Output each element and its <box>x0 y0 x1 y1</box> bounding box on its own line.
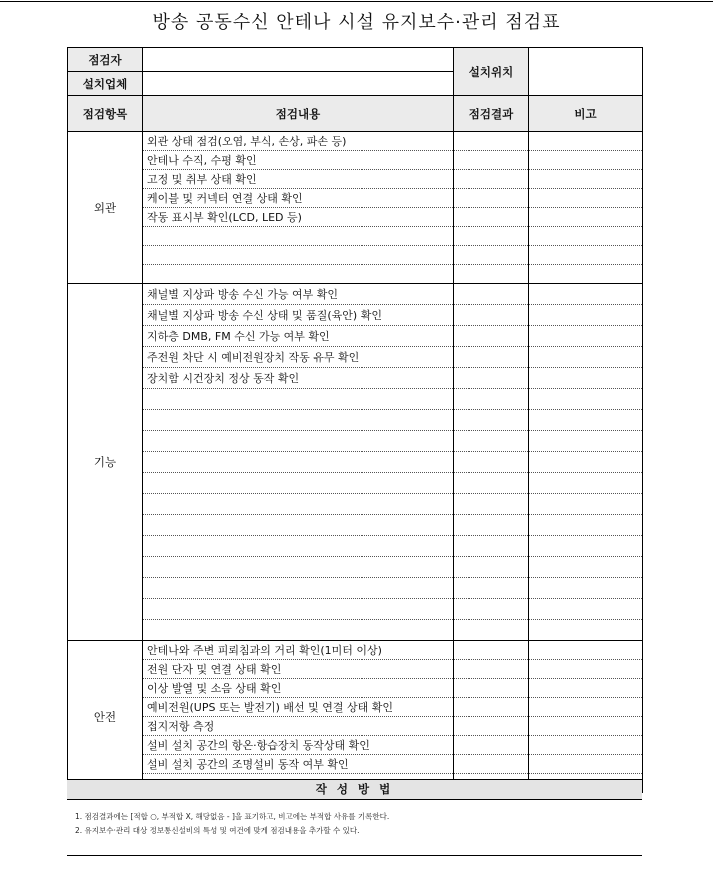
table-row <box>68 717 643 736</box>
check-item: 장치함 시건장치 정상 동작 확인 <box>143 368 454 389</box>
check-item <box>143 473 454 494</box>
note-cell[interactable] <box>529 431 643 452</box>
note-cell[interactable] <box>529 189 643 208</box>
check-item <box>143 265 454 284</box>
check-item <box>143 578 454 599</box>
result-cell[interactable] <box>454 265 529 284</box>
table-row <box>68 620 643 641</box>
check-item: 이상 발열 및 소음 상태 확인 <box>143 679 454 698</box>
note-cell[interactable] <box>529 736 643 755</box>
note-cell[interactable] <box>529 246 643 265</box>
table-row <box>68 389 643 410</box>
table-row <box>68 410 643 431</box>
table-row <box>68 132 643 151</box>
table-row <box>68 246 643 265</box>
table-row <box>68 578 643 599</box>
company-label: 설치업체 <box>68 72 143 96</box>
table-row <box>68 679 643 698</box>
table-row <box>68 305 643 326</box>
table-row <box>68 326 643 347</box>
check-item <box>143 557 454 578</box>
note-cell[interactable] <box>529 326 643 347</box>
check-item: 채널별 지상파 방송 수신 가능 여부 확인 <box>143 284 454 305</box>
check-item <box>143 515 454 536</box>
result-cell[interactable] <box>454 578 529 599</box>
check-item: 케이블 및 커넥터 연결 상태 확인 <box>143 189 454 208</box>
note-cell[interactable] <box>529 679 643 698</box>
table-row <box>68 347 643 368</box>
result-cell[interactable] <box>454 132 529 151</box>
table-row <box>68 368 643 389</box>
result-cell[interactable] <box>454 208 529 227</box>
note-cell[interactable] <box>529 473 643 494</box>
category-label: 기능 <box>68 284 143 641</box>
top-rule <box>0 1 713 2</box>
check-item <box>143 536 454 557</box>
check-item <box>143 599 454 620</box>
result-cell[interactable] <box>454 347 529 368</box>
check-item <box>143 620 454 641</box>
check-item: 채널별 지상파 방송 수신 상태 및 품질(육안) 확인 <box>143 305 454 326</box>
note-cell[interactable] <box>529 227 643 246</box>
result-cell[interactable] <box>454 660 529 679</box>
table-row <box>68 515 643 536</box>
note-cell[interactable] <box>529 599 643 620</box>
note-cell[interactable] <box>529 151 643 170</box>
note-cell[interactable] <box>529 557 643 578</box>
table-row <box>68 536 643 557</box>
company-field[interactable] <box>143 72 454 96</box>
note-cell[interactable] <box>529 368 643 389</box>
column-header-result: 점검결과 <box>454 96 529 132</box>
result-cell[interactable] <box>454 170 529 189</box>
check-item <box>143 452 454 473</box>
location-field[interactable] <box>529 48 643 96</box>
result-cell[interactable] <box>454 494 529 515</box>
result-cell[interactable] <box>454 473 529 494</box>
check-item <box>143 389 454 410</box>
column-header-content: 점검내용 <box>143 96 454 132</box>
check-item <box>143 431 454 452</box>
guide-line: 2. 유지보수·관리 대상 정보통신설비의 특성 및 여건에 맞게 점검내용을 추가할 수 있다. <box>75 826 360 835</box>
check-item: 접지저항 측정 <box>143 717 454 736</box>
note-cell[interactable] <box>529 132 643 151</box>
check-item <box>143 410 454 431</box>
result-cell[interactable] <box>454 189 529 208</box>
result-cell[interactable] <box>454 698 529 717</box>
note-cell[interactable] <box>529 265 643 284</box>
inspector-label: 점검자 <box>68 48 143 72</box>
bottom-rule <box>67 855 642 856</box>
check-item: 전원 단자 및 연결 상태 확인 <box>143 660 454 679</box>
check-item: 외관 상태 점검(오염, 부식, 손상, 파손 등) <box>143 132 454 151</box>
table-row <box>68 736 643 755</box>
table-row <box>68 473 643 494</box>
check-item <box>143 246 454 265</box>
note-cell[interactable] <box>529 755 643 774</box>
table-row <box>68 494 643 515</box>
result-cell[interactable] <box>454 717 529 736</box>
check-item: 예비전원(UPS 또는 발전기) 배선 및 연결 상태 확인 <box>143 698 454 717</box>
result-cell[interactable] <box>454 536 529 557</box>
note-cell[interactable] <box>529 208 643 227</box>
guide-list <box>75 810 389 838</box>
location-label: 설치위치 <box>454 48 529 96</box>
table-row <box>68 698 643 717</box>
table-row <box>68 431 643 452</box>
result-cell[interactable] <box>454 755 529 774</box>
inspector-field[interactable] <box>143 48 454 72</box>
inspection-table <box>67 47 643 793</box>
table-row <box>68 660 643 679</box>
note-cell[interactable] <box>529 536 643 557</box>
note-cell[interactable] <box>529 452 643 473</box>
table-row <box>68 170 643 189</box>
note-cell[interactable] <box>529 389 643 410</box>
table-row <box>68 189 643 208</box>
result-cell[interactable] <box>454 305 529 326</box>
note-cell[interactable] <box>529 698 643 717</box>
note-cell[interactable] <box>529 170 643 189</box>
note-cell[interactable] <box>529 305 643 326</box>
note-cell[interactable] <box>529 410 643 431</box>
column-header-item: 점검항목 <box>68 96 143 132</box>
result-cell[interactable] <box>454 557 529 578</box>
result-cell[interactable] <box>454 620 529 641</box>
table-row <box>68 641 643 660</box>
table-row <box>68 452 643 473</box>
note-cell[interactable] <box>529 494 643 515</box>
note-cell[interactable] <box>529 578 643 599</box>
check-item: 안테나와 주변 피뢰침과의 거리 확인(1미터 이상) <box>143 641 454 660</box>
table-row <box>68 599 643 620</box>
result-cell[interactable] <box>454 389 529 410</box>
table-row <box>68 208 643 227</box>
result-cell[interactable] <box>454 679 529 698</box>
table-row <box>68 265 643 284</box>
check-item: 안테나 수직, 수평 확인 <box>143 151 454 170</box>
check-item: 설비 설치 공간의 항온·항습장치 동작상태 확인 <box>143 736 454 755</box>
guide-heading: 작 성 방 법 <box>67 779 642 800</box>
note-cell[interactable] <box>529 515 643 536</box>
result-cell[interactable] <box>454 326 529 347</box>
guide-line: 1. 점검결과에는 [적합 ○, 부적합 X, 해당없음 - ]을 표기하고, 비고에는 부적합 사유를 기록한다. <box>75 812 390 821</box>
result-cell[interactable] <box>454 151 529 170</box>
result-cell[interactable] <box>454 431 529 452</box>
category-label: 외관 <box>68 132 143 284</box>
check-item: 작동 표시부 확인(LCD, LED 등) <box>143 208 454 227</box>
result-cell[interactable] <box>454 452 529 473</box>
result-cell[interactable] <box>454 246 529 265</box>
column-header-note: 비고 <box>529 96 643 132</box>
result-cell[interactable] <box>454 284 529 305</box>
table-row <box>68 755 643 774</box>
result-cell[interactable] <box>454 736 529 755</box>
result-cell[interactable] <box>454 641 529 660</box>
check-item <box>143 227 454 246</box>
note-cell[interactable] <box>529 717 643 736</box>
result-cell[interactable] <box>454 515 529 536</box>
check-item <box>143 494 454 515</box>
note-cell[interactable] <box>529 347 643 368</box>
note-cell[interactable] <box>529 620 643 641</box>
note-cell[interactable] <box>529 284 643 305</box>
table-row <box>68 151 643 170</box>
category-label: 안전 <box>68 641 143 793</box>
page-title: 방송 공동수신 안테나 시설 유지보수·관리 점검표 <box>152 12 561 33</box>
check-item: 고정 및 취부 상태 확인 <box>143 170 454 189</box>
result-cell[interactable] <box>454 227 529 246</box>
note-cell[interactable] <box>529 641 643 660</box>
check-item: 설비 설치 공간의 조명설비 동작 여부 확인 <box>143 755 454 774</box>
result-cell[interactable] <box>454 368 529 389</box>
result-cell[interactable] <box>454 410 529 431</box>
note-cell[interactable] <box>529 660 643 679</box>
table-row <box>68 227 643 246</box>
table-row <box>68 557 643 578</box>
result-cell[interactable] <box>454 599 529 620</box>
check-item: 지하층 DMB, FM 수신 가능 여부 확인 <box>143 326 454 347</box>
check-item: 주전원 차단 시 예비전원장치 작동 유무 확인 <box>143 347 454 368</box>
table-row <box>68 284 643 305</box>
